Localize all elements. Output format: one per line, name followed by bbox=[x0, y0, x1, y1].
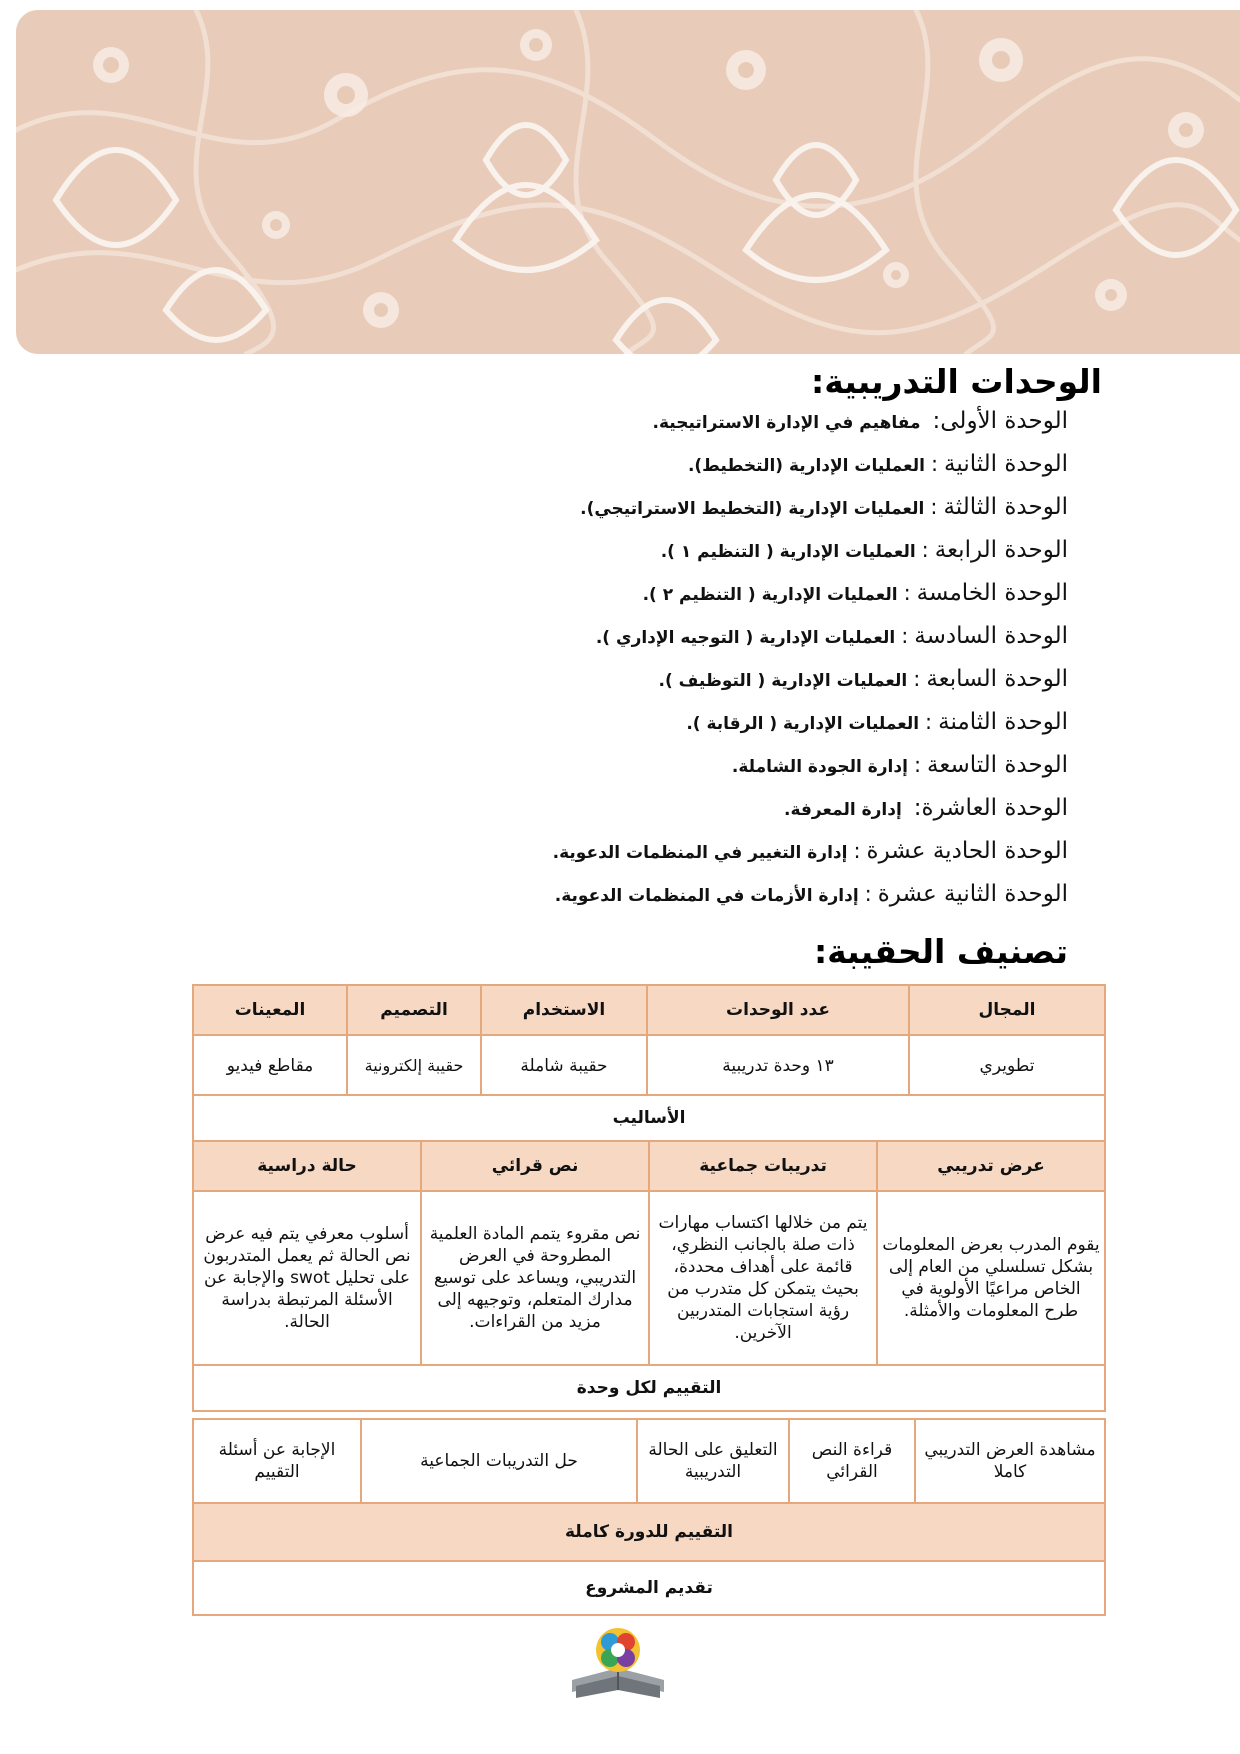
eval-item: قراءة النص القرائي bbox=[789, 1419, 915, 1503]
method-name: نص قرائي bbox=[421, 1141, 649, 1191]
table-header: الاستخدام bbox=[481, 985, 647, 1035]
unit-label: الوحدة الأولى: bbox=[932, 408, 1068, 434]
list-item: الوحدة الحادية عشرة : إدارة التغيير في المنظمات الدعوية. bbox=[552, 838, 1068, 864]
list-item: الوحدة السابعة : العمليات الإدارية ( التوظيف ). bbox=[658, 666, 1068, 692]
list-item: الوحدة التاسعة : إدارة الجودة الشاملة. bbox=[731, 752, 1068, 778]
floral-pattern bbox=[16, 10, 1240, 354]
eval-row bbox=[193, 1419, 1105, 1503]
classification-heading: تصنيف الحقيبة: bbox=[813, 932, 1068, 971]
unit-label: الوحدة الثانية عشرة bbox=[877, 881, 1068, 907]
list-item: الوحدة الثانية عشرة : إدارة الأزمات في المنظمات الدعوية. bbox=[554, 881, 1068, 907]
table-cell: حقيبة إلكترونية bbox=[347, 1035, 481, 1097]
eval-item: حل التدريبات الجماعية bbox=[361, 1419, 637, 1503]
methods-table bbox=[192, 1094, 1106, 1412]
unit-label: الوحدة الثانية bbox=[944, 451, 1068, 477]
eval-item: الإجابة عن أسئلة التقييم bbox=[193, 1419, 361, 1503]
method-desc: نص مقروء يتمم المادة العلمية المطروحة في العرض التدريبي، ويساعد على توسيع مدارك المتعلم، وتوجيهه إلى مزيد من القراءات. bbox=[421, 1191, 649, 1365]
eval-table bbox=[192, 1418, 1106, 1616]
project-row bbox=[193, 1561, 1105, 1615]
table-header: عدد الوحدات bbox=[647, 985, 909, 1035]
list-item bbox=[168, 795, 1068, 838]
method-desc: أسلوب معرفي يتم فيه عرض نص الحالة ثم يعمل المتدربون على تحليل swot والإجابة عن الأسئلة المرتبطة بدراسة الحالة. bbox=[193, 1191, 421, 1365]
unit-label: الوحدة التاسعة bbox=[927, 752, 1068, 778]
table-cell: حقيبة شاملة bbox=[481, 1035, 647, 1097]
unit-label: الوحدة الحادية عشرة bbox=[866, 838, 1068, 864]
unit-title: إدارة الأزمات في المنظمات الدعوية. bbox=[554, 886, 859, 906]
unit-title: العمليات الإدارية ( التوجيه الإداري ). bbox=[595, 628, 896, 648]
table-cell: تطويري bbox=[909, 1035, 1105, 1097]
unit-label: الوحدة السادسة bbox=[914, 623, 1068, 649]
decorative-banner bbox=[16, 10, 1240, 354]
unit-title: العمليات الإدارية ( التوظيف ). bbox=[658, 671, 908, 691]
table-cell: مقاطع فيديو bbox=[193, 1035, 347, 1097]
unit-label: الوحدة الخامسة bbox=[916, 580, 1068, 606]
unit-label: الوحدة العاشرة: bbox=[913, 795, 1068, 821]
table-header: المعينات bbox=[193, 985, 347, 1035]
method-name: حالة دراسية bbox=[193, 1141, 421, 1191]
unit-title: مفاهيم في الإدارة الاستراتيجية. bbox=[652, 413, 921, 433]
unit-label: الوحدة الثالثة bbox=[943, 494, 1068, 520]
project: تقديم المشروع bbox=[193, 1561, 1105, 1615]
unit-title: العمليات الإدارية ( الرقابة ). bbox=[686, 714, 920, 734]
units-list bbox=[168, 408, 1068, 924]
list-item bbox=[168, 408, 1068, 451]
method-name: تدريبات جماعية bbox=[649, 1141, 877, 1191]
eval-item: مشاهدة العرض التدريبي كاملا bbox=[915, 1419, 1105, 1503]
unit-label: الوحدة الرابعة bbox=[934, 537, 1068, 563]
unit-title: إدارة التغيير في المنظمات الدعوية. bbox=[552, 843, 848, 863]
list-item: الوحدة الثانية : العمليات الإدارية (التخطيط). bbox=[687, 451, 1068, 477]
unit-title: العمليات الإدارية (التخطيط). bbox=[687, 456, 925, 476]
method-desc: يقوم المدرب بعرض المعلومات بشكل تسلسلي من العام إلى الخاص مراعيًا الأولوية في طرح المعلومات والأمثلة. bbox=[877, 1191, 1105, 1365]
list-item: الوحدة الثالثة : العمليات الإدارية (التخطيط الاستراتيجي). bbox=[580, 494, 1068, 520]
unit-label: الوحدة السابعة bbox=[926, 666, 1068, 692]
table-header-row bbox=[193, 985, 1105, 1035]
table-cell: ١٣ وحدة تدريبية bbox=[647, 1035, 909, 1097]
list-item: الوحدة السادسة : العمليات الإدارية ( التوجيه الإداري ). bbox=[595, 623, 1068, 649]
classification-table bbox=[192, 984, 1106, 1098]
eval-title-row bbox=[193, 1365, 1105, 1411]
methods-title-row bbox=[193, 1095, 1105, 1141]
course-eval-row bbox=[193, 1503, 1105, 1561]
method-name: عرض تدريبي bbox=[877, 1141, 1105, 1191]
unit-title: إدارة الجودة الشاملة. bbox=[731, 757, 908, 777]
unit-label: الوحدة الثامنة bbox=[938, 709, 1068, 735]
units-heading: الوحدات التدريبية: bbox=[811, 362, 1102, 401]
unit-title: العمليات الإدارية ( التنظيم ١ ). bbox=[660, 542, 916, 562]
unit-title: العمليات الإدارية ( التنظيم ٢ ). bbox=[642, 585, 898, 605]
course-eval: التقييم للدورة كاملة bbox=[193, 1503, 1105, 1561]
book-logo-icon bbox=[566, 1620, 670, 1704]
list-item: الوحدة الرابعة : العمليات الإدارية ( التنظيم ١ ). bbox=[660, 537, 1068, 563]
list-item: الوحدة الخامسة : العمليات الإدارية ( التنظيم ٢ ). bbox=[642, 580, 1068, 606]
list-item: الوحدة الثامنة : العمليات الإدارية ( الرقابة ). bbox=[686, 709, 1068, 735]
methods-title: الأساليب bbox=[193, 1095, 1105, 1141]
methods-header-row bbox=[193, 1141, 1105, 1191]
unit-title: إدارة المعرفة. bbox=[784, 800, 902, 820]
eval-title: التقييم لكل وحدة bbox=[193, 1365, 1105, 1411]
table-header: المجال bbox=[909, 985, 1105, 1035]
methods-desc-row bbox=[193, 1191, 1105, 1365]
eval-item: التعليق على الحالة التدريبية bbox=[637, 1419, 789, 1503]
method-desc: يتم من خلالها اكتساب مهارات ذات صلة بالجانب النظري، قائمة على أهداف محددة، بحيث يتمكن كل متدرب من رؤية استجابات المتدربين الآخرين. bbox=[649, 1191, 877, 1365]
table-row bbox=[193, 1035, 1105, 1097]
unit-title: العمليات الإدارية (التخطيط الاستراتيجي). bbox=[580, 499, 925, 519]
table-header: التصميم bbox=[347, 985, 481, 1035]
